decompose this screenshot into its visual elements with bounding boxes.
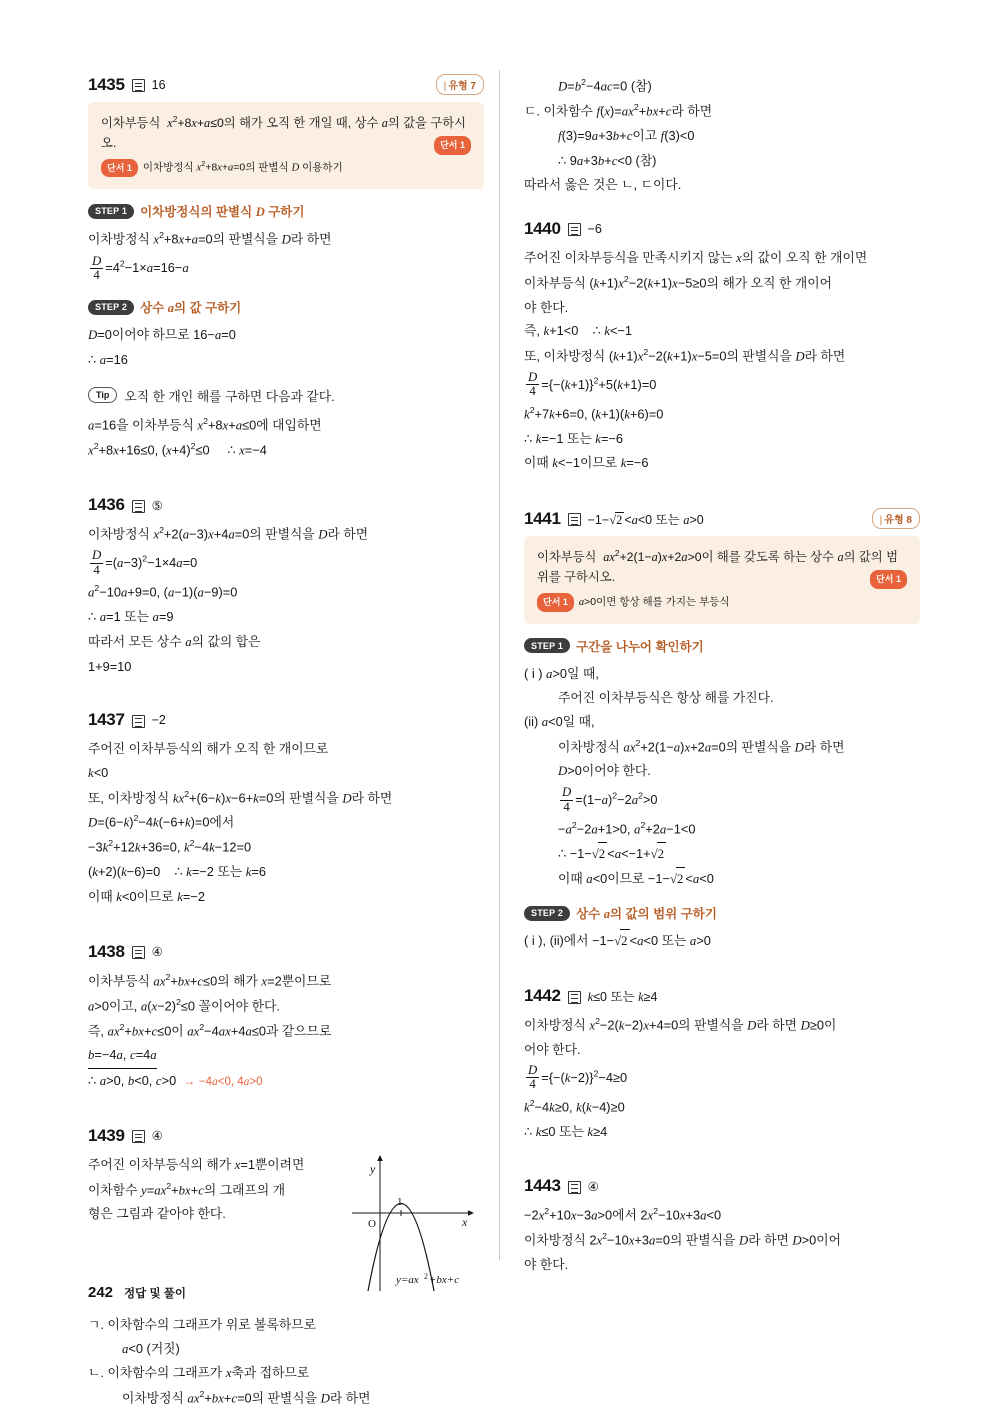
- step-1: [88, 202, 484, 220]
- solution-line: 이때 k<−1이므로 k=−6: [524, 455, 649, 471]
- solution-line: $-2x^2+10x-3a>0$에서 $2x^2-10x+3a<0$: [524, 1206, 722, 1223]
- solution-line: ∴ k=−1 또는 k=−6: [524, 430, 624, 446]
- type-badge: [436, 74, 484, 95]
- fraction-denominator: 4: [529, 384, 536, 399]
- page-number: 242: [88, 1284, 114, 1301]
- answer-value: ④: [587, 1179, 599, 1194]
- problem-number: 1435: [88, 74, 125, 94]
- solution-line-fraction: $\frac{D}{4}$ $=(1-a)^2-2a^2>0$: [562, 785, 658, 814]
- fraction-d-over-4: [560, 785, 573, 814]
- question-card: [88, 102, 484, 189]
- answer-book-icon: [132, 715, 145, 728]
- problem-header: [88, 495, 484, 515]
- problem-header: [524, 219, 920, 239]
- problem-1437: [88, 710, 484, 910]
- solution-line: $a^2-10a+9=0$, (a−1)(a−9)=0: [88, 583, 238, 600]
- answer-book-icon: [132, 500, 145, 513]
- answer-value: k≤0 또는 k≥4: [587, 990, 658, 1005]
- fraction-numerator: D: [92, 548, 102, 563]
- answer-value: ④: [151, 945, 163, 960]
- solution-line: 주어진 이차부등식의 해가 x=1뿐이려면: [88, 1156, 305, 1172]
- solution-line-fraction: $\frac{D}{4}$ $=\{-(k+1)\}^2+5(k+1)=0$: [528, 369, 657, 399]
- solution-line-fraction: $\frac{D}{4}$ $=4^2-1\times a=16-a$: [92, 253, 189, 283]
- solution-line: $k^2+7k+6=0$, (k+1)(k+6)=0: [524, 404, 664, 422]
- badge-bar: |: [879, 515, 883, 527]
- problem-1441: [524, 508, 920, 954]
- problem-number: 1438: [88, 941, 125, 961]
- solution-line: 주어진 이차부등식의 해가 오직 한 개이므로: [88, 741, 329, 757]
- solution-line: D>0이어야 한다.: [558, 763, 651, 779]
- fraction-d-over-4: [526, 1063, 539, 1092]
- problem-header: [524, 986, 920, 1006]
- solution-line: 이차함수 $y=ax^2+bx+c$의 그래프의 개: [88, 1180, 286, 1197]
- svg-text:+bx+c: +bx+c: [429, 1273, 460, 1286]
- side-note: −4a<0, 4a>0: [198, 1076, 263, 1089]
- fraction-numerator: D: [528, 369, 538, 384]
- clue-pill: 단서 1: [101, 159, 138, 178]
- step-tag: STEP 2: [88, 300, 134, 315]
- solution-line: ㄷ. 이차함수 $f(x)=ax^2+bx+c$라 하면: [524, 101, 713, 119]
- solution-line: 이때 k<0이므로 k=−2: [88, 889, 205, 904]
- fraction-d-over-4: [90, 254, 103, 283]
- svg-text:y: y: [370, 1161, 376, 1176]
- svg-text:y=ax: y=ax: [396, 1273, 419, 1286]
- solution-line: (ii) a<0일 때,: [524, 713, 595, 729]
- clue-pill-inline: 단서 1: [870, 570, 907, 589]
- clue-row: [537, 593, 907, 612]
- answer-value: ④: [151, 1129, 163, 1144]
- problem-header: [88, 942, 484, 962]
- solution-line: 야 한다.: [524, 299, 569, 315]
- question-text: 이차부등식 $x^2+8x+a\le 0$의 해가 오직 한 개일 때, 상수 a의 값을 구하시오. 단서 1: [101, 113, 471, 154]
- solution-line: a>0이고, $a(x-2)^2\le 0$ 꼴이어야 한다.: [88, 996, 280, 1013]
- solution-line: a=16을 이차부등식 $x^2+8x+a\le 0$에 대입하면: [88, 416, 322, 433]
- clue-row: [101, 159, 471, 178]
- solution-line: 따라서 옳은 것은 ㄴ, ㄷ이다.: [524, 177, 682, 193]
- problem-1439: [88, 1126, 484, 1411]
- answer-value: −2: [151, 713, 166, 728]
- fraction-numerator: D: [562, 785, 572, 800]
- solution-line: 주어진 이차부등식을 만족시키지 않는 x의 값이 오직 한 개이면: [524, 249, 868, 265]
- answer-book-icon: [132, 946, 145, 959]
- step-title: 구간을 나누어 확인하기: [576, 639, 704, 654]
- answer-value: ⑤: [151, 498, 163, 513]
- solution-line: ∴ k≤0 또는 k≥4: [524, 1123, 608, 1139]
- solution-line: $D=b^2-4ac=0$ (참): [558, 77, 652, 94]
- answer-book-icon: [568, 513, 581, 526]
- question-text: 이차부등식 $ax^2+2(1-a)x+2a>0$이 해를 갖도록 하는 상수 a의 값의 범위를 구하시오. 단서 1: [537, 547, 907, 588]
- problem-1440: [524, 219, 920, 476]
- solution-line: 또, 이차방정식 $(k+1)x^2-2(k+1)x-5=0$의 판별식을 D라 하면: [524, 346, 846, 364]
- solution-line: ∴ −1−√2 <a<−1+√2: [524, 842, 920, 867]
- problem-1443: [524, 1176, 920, 1277]
- solution-line: 형은 그림과 같아야 한다.: [88, 1206, 226, 1222]
- solution-line: 또, 이차방정식 $kx^2+(6-k)x-6+k=0$의 판별식을 D라 하면: [88, 788, 393, 805]
- problem-number: 1440: [524, 218, 561, 238]
- solution-line: a<0 (거짓): [122, 1340, 180, 1356]
- svg-text:2: 2: [424, 1271, 428, 1281]
- solution-line: ∴ 9a+3b+c<0 (참): [558, 152, 657, 168]
- solution-line: 이차방정식 $2x^2-10x+3a=0$의 판별식을 D라 하면 D>0이어: [524, 1231, 841, 1248]
- solution-line: ( i ) a>0일 때,: [524, 665, 599, 681]
- solution-line: 이때 a<0이므로 −1−√2 <a<0: [524, 867, 920, 892]
- problem-header: [88, 1126, 484, 1146]
- solution-line: 이차방정식 $x^2-2(k-2)x+4=0$의 판별식을 D라 하면 D≥0이: [524, 1016, 837, 1033]
- solution-line-fraction: $\frac{D}{4}$ $=\{-(k-2)\}^2-4\ge 0$: [528, 1062, 628, 1092]
- clue-text: 이차방정식 $x^2+8x+a=0$의 판별식 D 이용하기: [142, 160, 343, 174]
- problem-header: [524, 508, 920, 529]
- type-badge-label: 유형 7: [448, 81, 476, 92]
- problem-number: 1441: [524, 508, 561, 528]
- step-title: 상수 a의 값의 범위 구하기: [576, 907, 717, 922]
- solution-line: 1+9=10: [88, 658, 132, 674]
- solution-line: D=0이어야 하므로 16−a=0: [88, 327, 236, 343]
- badge-bar: |: [443, 81, 447, 92]
- tip-text: 오직 한 개인 해를 구하면 다음과 같다.: [124, 388, 335, 404]
- solution-line: k<0: [88, 764, 109, 780]
- solution-line: 이차방정식 $x^2+2(a-3)x+4a=0$의 판별식을 D라 하면: [88, 525, 369, 542]
- type-badge: [872, 508, 920, 529]
- solution-line: 즉, k+1<0 ∴ k<−1: [524, 323, 633, 339]
- step-title: 이차방정식의 판별식 D 구하기: [140, 205, 305, 220]
- solution-line: ( i ), (ii)에서 −1−√2 <a<0 또는 a>0: [524, 929, 920, 954]
- parabola-graph: [338, 1151, 488, 1301]
- fraction-numerator: D: [92, 253, 102, 268]
- solution-line: $D=(6-k)^2-4k(-6+k)=0$에서: [88, 813, 235, 830]
- solution-line: $x^2+8x+16\le 0$, $(x+4)^2\le 0$ ∴ x=−4: [88, 441, 267, 458]
- solution-line: 주어진 이차부등식은 항상 해를 가진다.: [558, 690, 774, 706]
- solution-line: (k+2)(k−6)=0 ∴ k=−2 또는 k=6: [88, 864, 267, 880]
- problem-1435: [88, 74, 484, 463]
- solution-line: $k^2-4k\ge 0$, k(k−4)≥0: [524, 1097, 625, 1114]
- step-tag: STEP 1: [524, 638, 570, 653]
- solution-line: $-a^2-2a+1>0$, $a^2+2a-1<0$: [558, 820, 696, 837]
- answer-book-icon: [568, 991, 581, 1004]
- svg-text:O: O: [368, 1217, 376, 1230]
- problem-header: [88, 74, 484, 95]
- tip-block: [88, 385, 484, 409]
- problem-number: 1439: [88, 1125, 125, 1145]
- solution-line: 이차부등식 $(k+1)x^2-2(k+1)x-5\ge 0$의 해가 오직 한 개이어: [524, 273, 833, 290]
- footer-label: 정답 및 풀이: [124, 1288, 186, 1300]
- page-footer: [88, 1284, 186, 1301]
- answer-value: −1−√2 <a<0 또는 a>0: [587, 512, 704, 527]
- solution-line: 이차방정식 $ax^2+2(1-a)x+2a=0$의 판별식을 D라 하면: [558, 737, 845, 754]
- answer-value: 16: [151, 77, 166, 92]
- step-title: 상수 a의 값 구하기: [140, 301, 242, 316]
- question-card: [524, 536, 920, 623]
- clue-pill-inline: 단서 1: [434, 136, 471, 155]
- problem-number: 1436: [88, 495, 125, 515]
- problem-header: [88, 710, 484, 730]
- problem-number: 1437: [88, 710, 125, 730]
- solution-line: 즉, $ax^2+bx+c\le 0$이 $ax^2-4ax+4a\le 0$과 같으므로: [88, 1021, 332, 1038]
- solution-line: ∴ a=16: [88, 352, 128, 368]
- clue-text: a>0이면 항상 해를 가지는 부등식: [578, 595, 730, 608]
- svg-text:x: x: [462, 1214, 468, 1229]
- step-2: [524, 904, 920, 922]
- problem-header: [524, 1176, 920, 1196]
- answer-value: −6: [587, 221, 602, 236]
- step-2: [88, 298, 484, 316]
- solution-line: ∴ a>0, b<0, c>0 → −4a<0, 4a>0: [88, 1073, 263, 1089]
- solution-line: 따라서 모든 상수 a의 값의 합은: [88, 633, 261, 649]
- fraction-denominator: 4: [93, 562, 100, 577]
- fraction-numerator: D: [528, 1062, 538, 1077]
- solution-line: 이차방정식 $x^2+8x+a=0$의 판별식을 D라 하면: [88, 230, 332, 247]
- step-1: [524, 637, 920, 655]
- step-tag: STEP 2: [524, 906, 570, 921]
- problem-number: 1442: [524, 986, 561, 1006]
- right-column: [524, 74, 920, 1287]
- type-badge-label: 유형 8: [884, 515, 912, 527]
- answer-book-icon: [568, 223, 581, 236]
- underlined-expression: b=−4a, c=4a: [88, 1043, 157, 1069]
- note-arrow-icon: →: [183, 1074, 196, 1089]
- step-tag: STEP 1: [88, 204, 134, 219]
- problem-1442: [524, 986, 920, 1144]
- solution-line: [88, 1043, 484, 1069]
- tip-tag: Tip: [88, 387, 117, 403]
- solution-line: 야 한다.: [524, 1257, 569, 1273]
- answer-book-icon: [132, 1130, 145, 1143]
- fraction-d-over-4: [526, 370, 539, 399]
- fraction-d-over-4: [90, 548, 103, 577]
- solution-line: 이차방정식 $ax^2+bx+c=0$의 판별식을 D라 하면: [122, 1388, 371, 1406]
- solution-line: $-3k^2+12k+36=0$, $k^2-4k-12=0$: [88, 838, 252, 855]
- clue-pill: 단서 1: [537, 593, 574, 612]
- svg-text:1: 1: [397, 1195, 403, 1208]
- solution-line: ㄴ. 이차함수의 그래프가 x축과 접하므로: [88, 1365, 310, 1381]
- solution-line-fraction: $\frac{D}{4}$ $=(a-3)^2-1\times 4a=0$: [92, 548, 198, 577]
- answer-book-icon: [568, 1181, 581, 1194]
- solution-line: f(3)=9a+3b+c이고 f(3)<0: [558, 127, 695, 143]
- solution-line: 이차부등식 $ax^2+bx+c\le 0$의 해가 x=2뿐이므로: [88, 971, 332, 988]
- solution-line: ∴ a=1 또는 a=9: [88, 609, 174, 625]
- problem-1438: [88, 942, 484, 1094]
- solution-line: 어야 한다.: [524, 1042, 581, 1058]
- fraction-denominator: 4: [563, 799, 570, 814]
- fraction-denominator: 4: [529, 1077, 536, 1092]
- problem-1436: [88, 495, 484, 678]
- solution-line: ㄱ. 이차함수의 그래프가 위로 볼록하므로: [88, 1316, 316, 1332]
- problem-number: 1443: [524, 1176, 561, 1196]
- column-divider: [499, 70, 500, 1260]
- left-column: [88, 74, 484, 1421]
- answer-book-icon: [132, 79, 145, 92]
- fraction-denominator: 4: [93, 268, 100, 283]
